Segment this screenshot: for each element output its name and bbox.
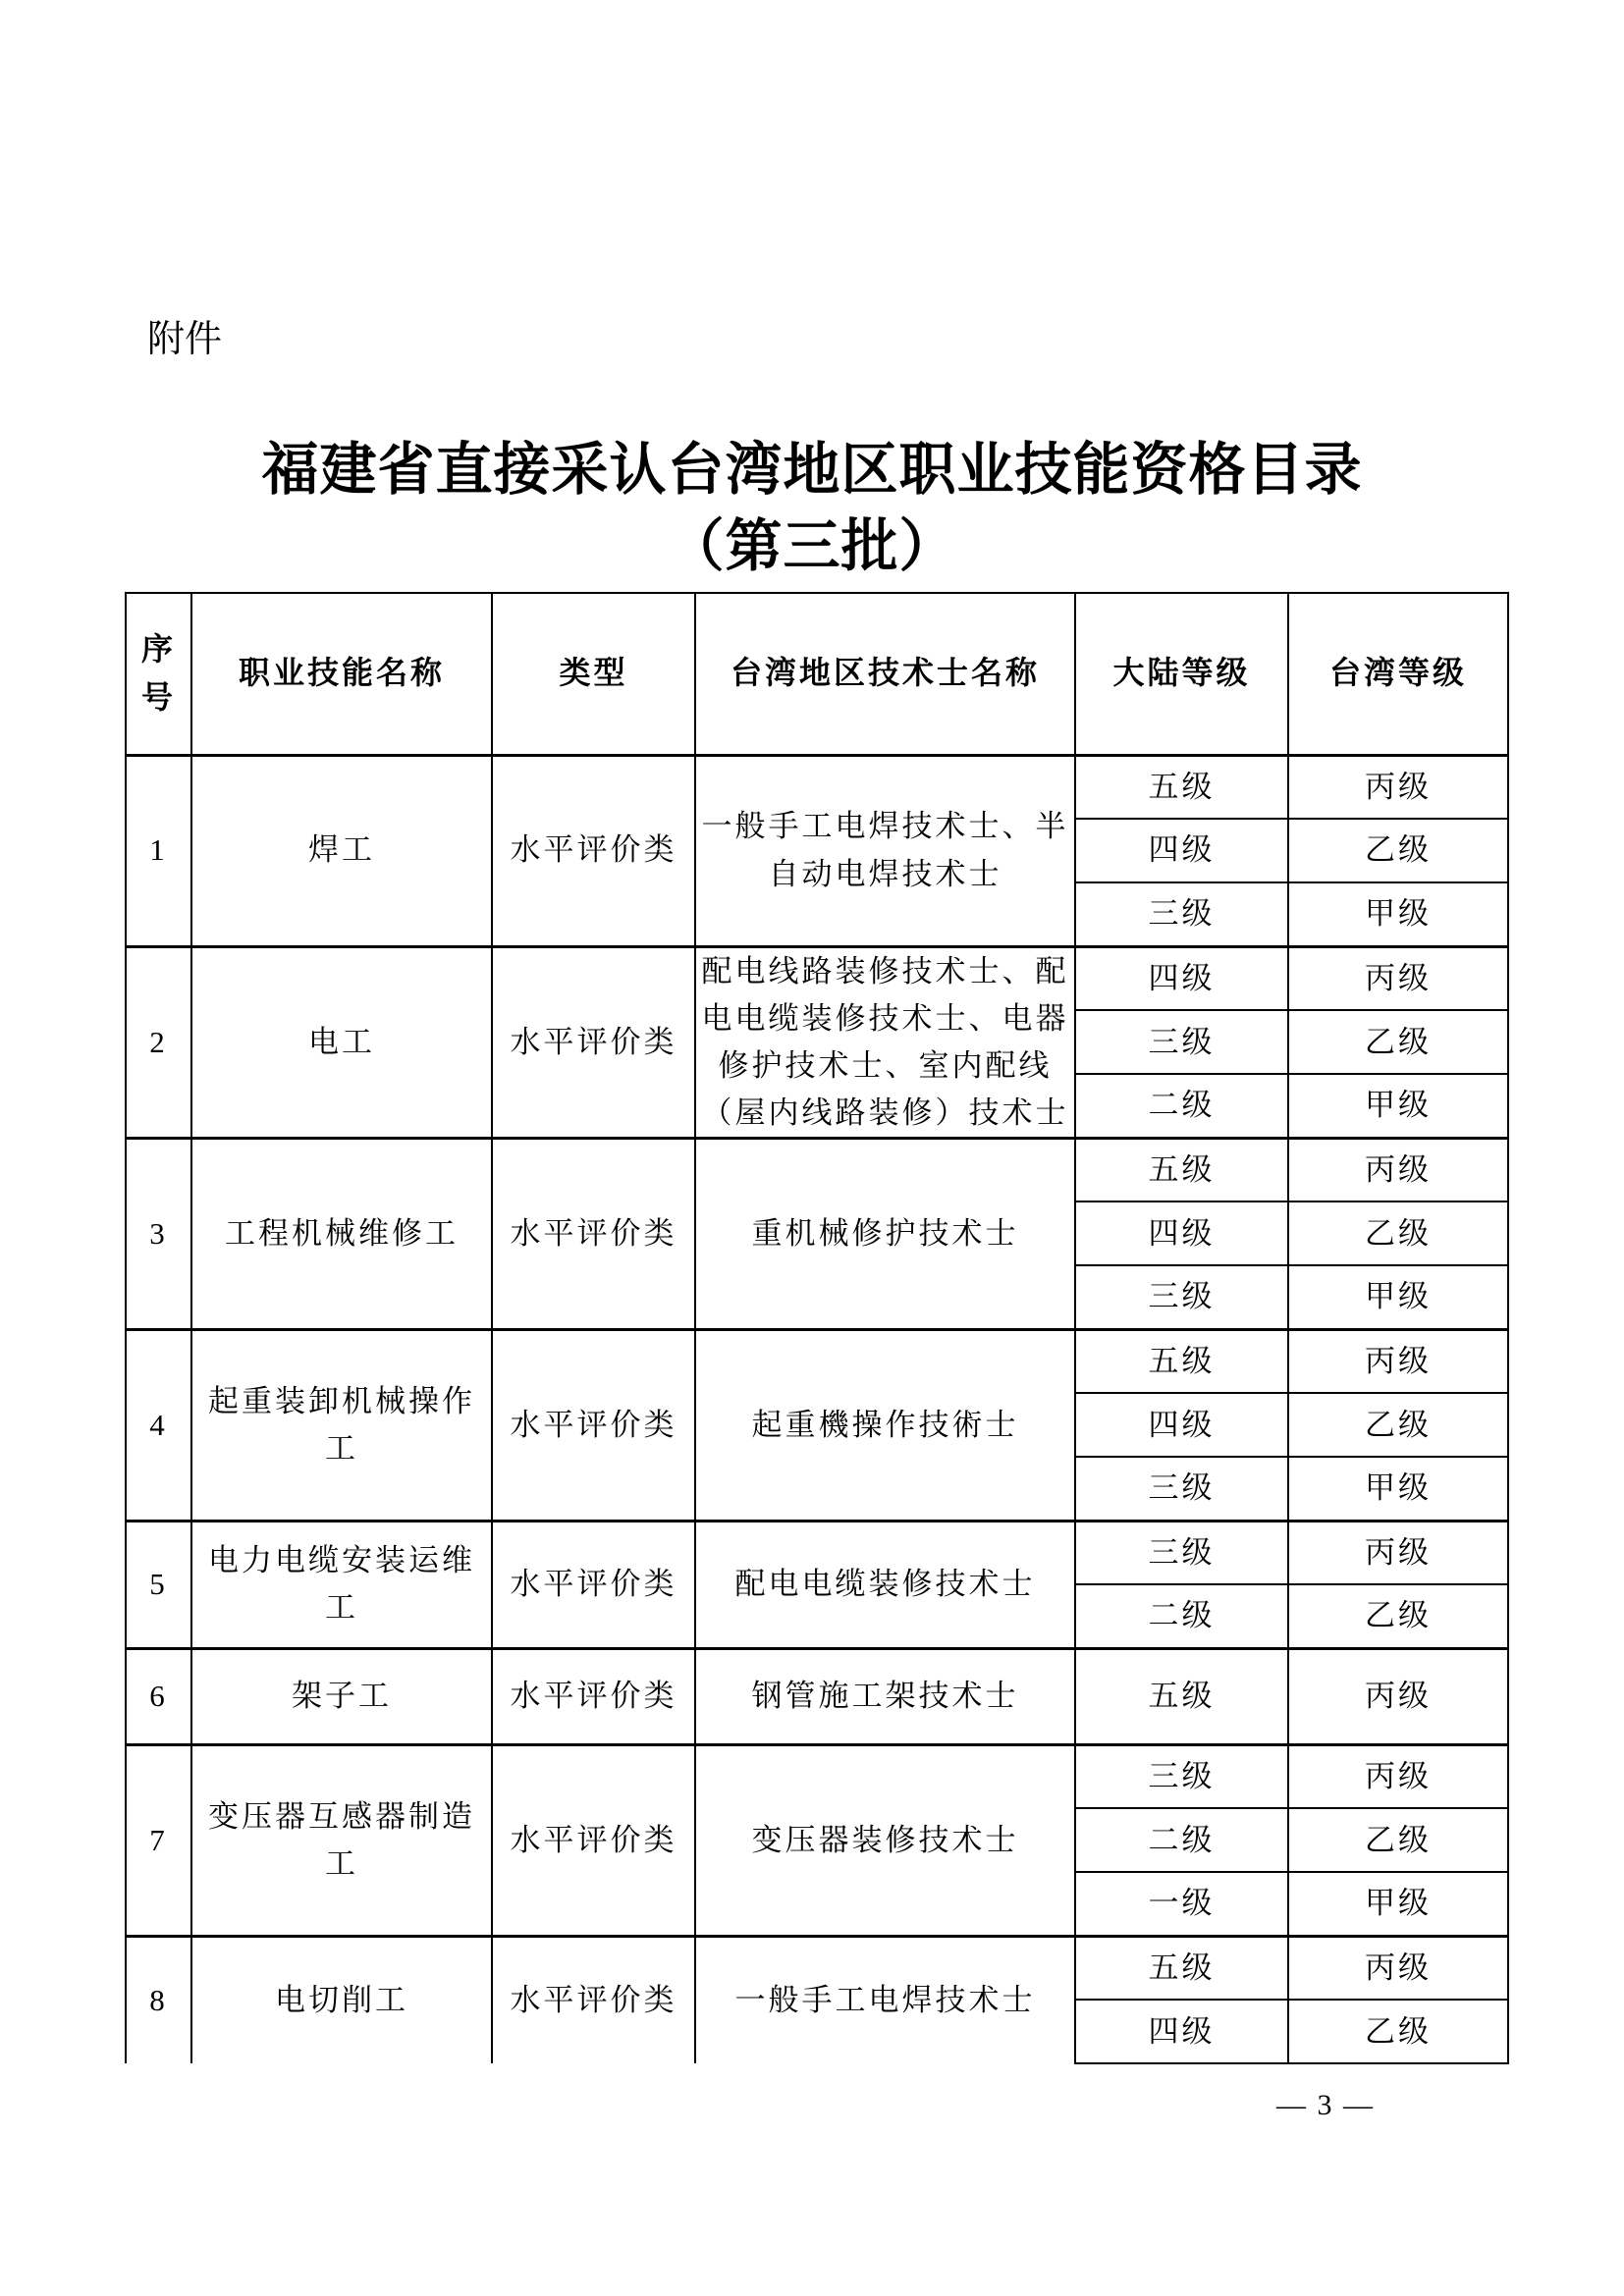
document-title [0,432,1624,585]
skill-name-cell: 焊工 [191,755,492,946]
skill-name-cell: 变压器互感器制造工 [191,1744,492,1936]
taiwan-level-cell: 乙级 [1288,1808,1508,1872]
skill-name-cell: 电工 [191,946,492,1138]
row-number-cell: 2 [126,946,191,1138]
row-number-cell: 3 [126,1138,191,1329]
taiwan-level-cell: 丙级 [1288,1936,1508,2000]
header-cell: 大陆等级 [1075,593,1288,755]
taiwan-level-cell: 乙级 [1288,819,1508,882]
taiwan-title-cell: 钢管施工架技术士 [695,1648,1075,1744]
taiwan-level-cell: 丙级 [1288,1648,1508,1744]
taiwan-level-cell: 甲级 [1288,882,1508,946]
page-number: — 3 — [1276,2089,1375,2121]
mainland-level-cell: 四级 [1075,819,1288,882]
document-title-line-2: （第三批） [667,514,957,578]
row-number-cell: 6 [126,1648,191,1744]
taiwan-level-cell: 丙级 [1288,1329,1508,1393]
taiwan-level-cell: 丙级 [1288,946,1508,1010]
document-title-line-1: 福建省直接采认台湾地区职业技能资格目录 [261,438,1363,502]
mainland-level-cell: 五级 [1075,1329,1288,1393]
taiwan-title-cell: 配电线路装修技术士、配电电缆装修技术士、电器修护技术士、室内配线（屋内线路装修）技术士 [695,946,1075,1138]
taiwan-level-cell: 甲级 [1288,1074,1508,1138]
skill-name-cell: 电力电缆安装运维工 [191,1521,492,1648]
header-cell: 台湾地区技术士名称 [695,593,1075,755]
mainland-level-cell: 四级 [1075,946,1288,1010]
header-cell: 职业技能名称 [191,593,492,755]
type-cell: 水平评价类 [492,946,695,1138]
type-cell: 水平评价类 [492,1521,695,1648]
mainland-level-cell: 四级 [1075,1393,1288,1457]
type-cell: 水平评价类 [492,1138,695,1329]
mainland-level-cell: 四级 [1075,1201,1288,1265]
mainland-level-cell: 三级 [1075,1265,1288,1329]
row-number-cell: 4 [126,1329,191,1521]
row-number-cell: 7 [126,1744,191,1936]
taiwan-title-cell: 一般手工电焊技术士、半自动电焊技术士 [695,755,1075,946]
mainland-level-cell: 四级 [1075,2000,1288,2063]
type-cell: 水平评价类 [492,1329,695,1521]
mainland-level-cell: 一级 [1075,1872,1288,1936]
taiwan-title-cell: 配电电缆装修技术士 [695,1521,1075,1648]
type-cell: 水平评价类 [492,1936,695,2063]
mainland-level-cell: 三级 [1075,1010,1288,1074]
mainland-level-cell: 三级 [1075,1457,1288,1521]
skill-name-cell: 电切削工 [191,1936,492,2063]
taiwan-level-cell: 丙级 [1288,755,1508,819]
taiwan-level-cell: 乙级 [1288,2000,1508,2063]
header-cell: 台湾等级 [1288,593,1508,755]
mainland-level-cell: 三级 [1075,1521,1288,1584]
taiwan-level-cell: 乙级 [1288,1010,1508,1074]
skill-name-cell: 工程机械维修工 [191,1138,492,1329]
taiwan-title-cell: 一般手工电焊技术士 [695,1936,1075,2063]
row-number-cell: 5 [126,1521,191,1648]
type-cell: 水平评价类 [492,1744,695,1936]
mainland-level-cell: 二级 [1075,1808,1288,1872]
header-cell: 序号 [126,593,191,755]
qualification-table [125,592,1509,2064]
taiwan-level-cell: 乙级 [1288,1201,1508,1265]
taiwan-level-cell: 甲级 [1288,1457,1508,1521]
attachment-label: 附件 [147,319,223,360]
taiwan-level-cell: 丙级 [1288,1521,1508,1584]
taiwan-level-cell: 甲级 [1288,1872,1508,1936]
taiwan-level-cell: 甲级 [1288,1265,1508,1329]
skill-name-cell: 架子工 [191,1648,492,1744]
mainland-level-cell: 二级 [1075,1584,1288,1648]
mainland-level-cell: 三级 [1075,882,1288,946]
taiwan-level-cell: 丙级 [1288,1138,1508,1201]
skill-name-cell: 起重装卸机械操作工 [191,1329,492,1521]
taiwan-title-cell: 起重機操作技術士 [695,1329,1075,1521]
type-cell: 水平评价类 [492,1648,695,1744]
taiwan-title-cell: 重机械修护技术士 [695,1138,1075,1329]
row-number-cell: 1 [126,755,191,946]
taiwan-title-cell: 变压器装修技术士 [695,1744,1075,1936]
mainland-level-cell: 三级 [1075,1744,1288,1808]
taiwan-level-cell: 丙级 [1288,1744,1508,1808]
mainland-level-cell: 五级 [1075,1648,1288,1744]
mainland-level-cell: 五级 [1075,1936,1288,2000]
row-number-cell: 8 [126,1936,191,2063]
mainland-level-cell: 五级 [1075,1138,1288,1201]
header-cell: 类型 [492,593,695,755]
mainland-level-cell: 二级 [1075,1074,1288,1138]
type-cell: 水平评价类 [492,755,695,946]
mainland-level-cell: 五级 [1075,755,1288,819]
taiwan-level-cell: 乙级 [1288,1393,1508,1457]
taiwan-level-cell: 乙级 [1288,1584,1508,1648]
